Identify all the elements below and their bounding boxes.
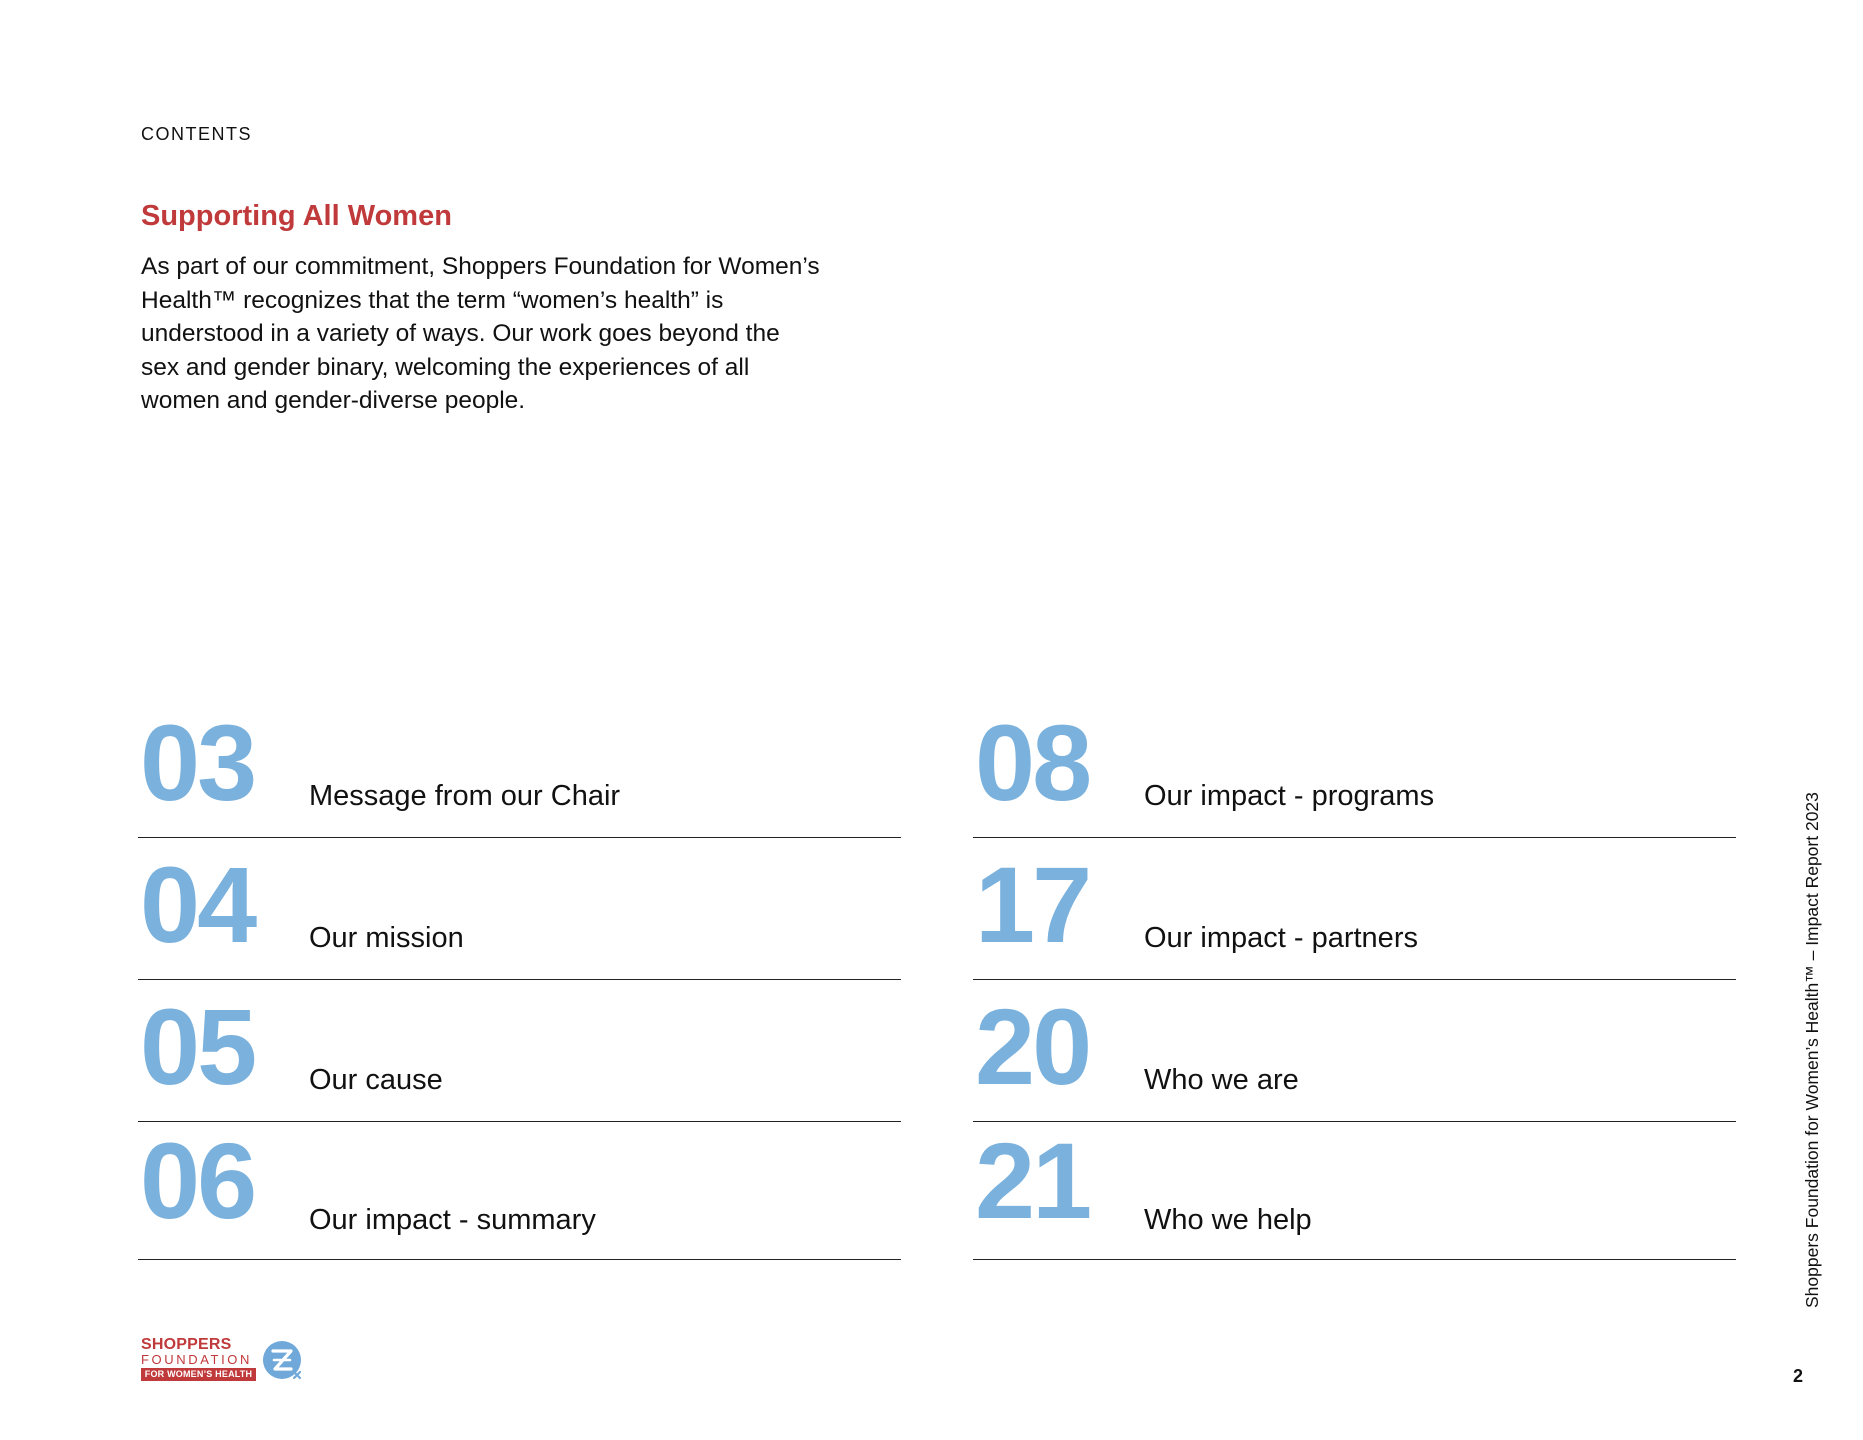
logo-line-foundation: FOUNDATION	[141, 1352, 252, 1367]
toc-page-number: 04	[140, 844, 255, 965]
toc-page-number: 08	[975, 702, 1090, 823]
foundation-logo	[141, 1337, 311, 1385]
toc-page-number: 17	[975, 844, 1090, 965]
toc-item-impact-partners[interactable]	[973, 838, 1736, 980]
logo-line-womens-health: FOR WOMEN’S HEALTH	[141, 1368, 256, 1381]
section-label: CONTENTS	[141, 124, 252, 144]
toc-page-number: 05	[140, 986, 255, 1107]
toc-page-number: 03	[140, 702, 255, 823]
toc-title: Our impact - partners	[1144, 922, 1418, 954]
toc-title: Who we are	[1144, 1064, 1299, 1096]
toc-item-message-from-chair[interactable]	[138, 702, 901, 838]
toc-right-column	[973, 702, 1736, 1260]
toc-item-our-mission[interactable]	[138, 838, 901, 980]
toc-title: Message from our Chair	[309, 780, 621, 812]
toc-page-number: 21	[975, 1120, 1090, 1241]
toc-title: Our mission	[309, 922, 464, 954]
intro-body: As part of our commitment, Shoppers Foundation for Women’s Health™ recognizes that the term “women’s health” is understood in a variety of ways. Our work goes beyond the sex and gender binary, welcoming the experiences of all women and gender-diverse people.	[141, 253, 820, 414]
toc-title: Who we help	[1144, 1204, 1312, 1236]
side-footer-text: Shoppers Foundation for Women’s Health™ – Impact Report 2023	[1802, 792, 1822, 1308]
toc-title: Our impact - programs	[1144, 780, 1435, 812]
toc-item-our-cause[interactable]	[138, 980, 901, 1122]
toc-page-number: 06	[140, 1120, 255, 1241]
toc-item-impact-programs[interactable]	[973, 702, 1736, 838]
toc-item-impact-summary[interactable]	[138, 1122, 901, 1260]
foundation-emblem-icon	[261, 1339, 303, 1381]
toc-title: Our impact - summary	[309, 1204, 596, 1236]
toc-page-number: 20	[975, 986, 1090, 1107]
logo-line-shoppers: SHOPPERS	[141, 1336, 232, 1353]
toc-left-column	[138, 702, 901, 1260]
toc-item-who-we-help[interactable]	[973, 1122, 1736, 1260]
page-number: 2	[1793, 1366, 1804, 1386]
toc-item-who-we-are[interactable]	[973, 980, 1736, 1122]
intro-title: Supporting All Women	[141, 200, 452, 232]
toc-title: Our cause	[309, 1064, 443, 1096]
